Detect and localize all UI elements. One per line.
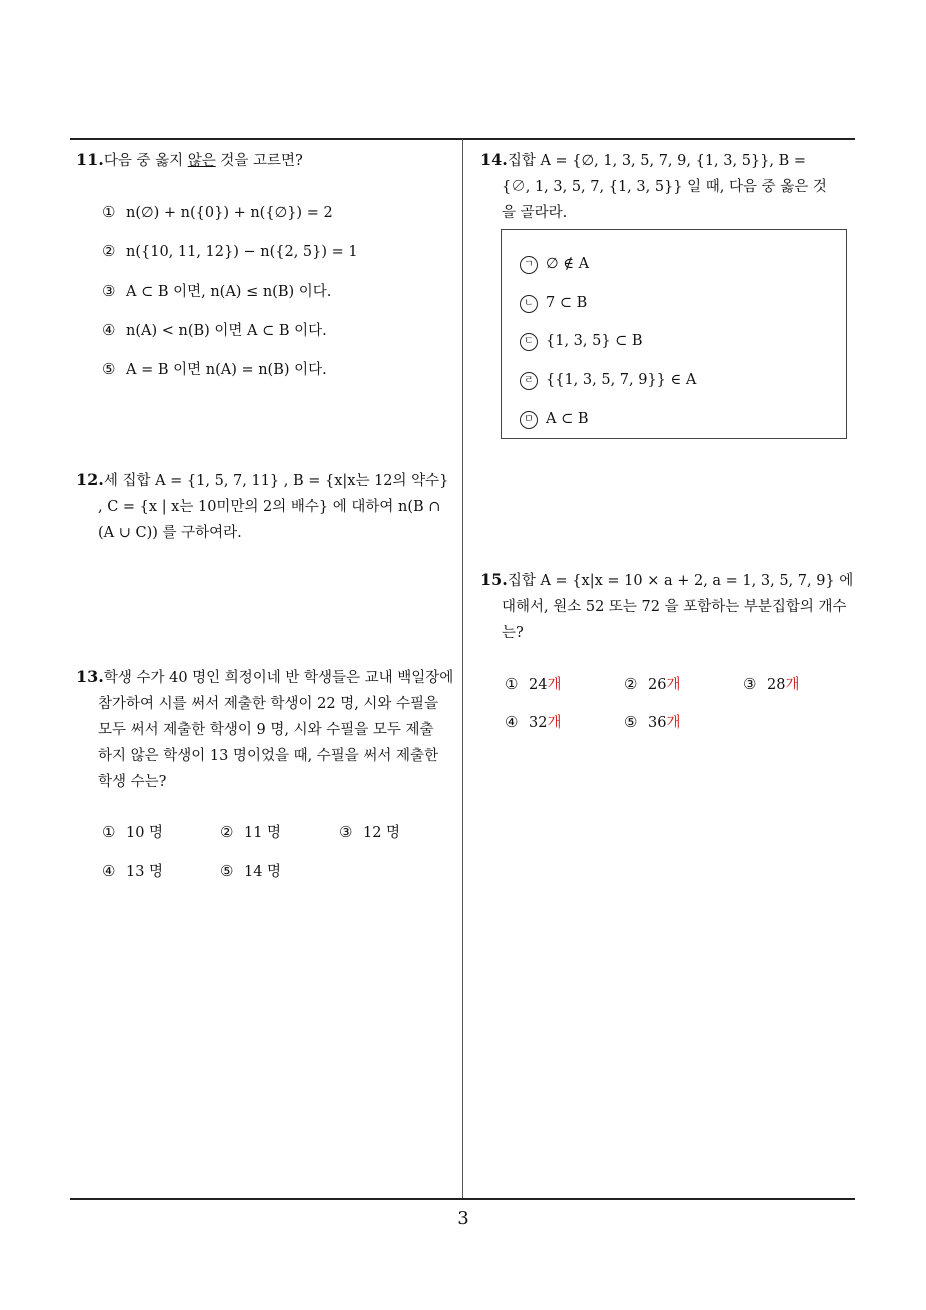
choice-text: 12 명 <box>363 825 401 841</box>
statement-text: 7 ⊂ B <box>546 295 588 311</box>
statement-mark: ㄴ <box>520 295 538 313</box>
choice-mark: ② <box>102 242 116 260</box>
choice-mark: ② <box>624 675 638 693</box>
choice-mark: ① <box>102 823 116 841</box>
choice-value: 32 <box>529 715 548 731</box>
statement-item <box>520 372 696 390</box>
choice-mark: ③ <box>339 823 353 841</box>
choice-text: A = B 이면 n(A) = n(B) 이다. <box>126 362 327 378</box>
choice-unit: 개 <box>666 715 681 731</box>
prompt-text: 다음 중 옳지 <box>103 153 188 169</box>
question-number: 13. <box>76 667 104 686</box>
statement-box <box>501 229 847 439</box>
statement-item <box>520 333 643 351</box>
choice[interactable] <box>624 673 680 694</box>
choice[interactable] <box>102 358 327 379</box>
statement-text: ∅ ∉ A <box>546 256 590 272</box>
choice-text: 13 명 <box>126 864 164 880</box>
question-text-line: (A ∪ C)) 를 구하여라. <box>98 525 242 541</box>
bottom-rule <box>70 1198 855 1200</box>
choice-mark: ③ <box>102 282 116 300</box>
statement-item <box>520 411 589 429</box>
choice-mark: ④ <box>102 321 116 339</box>
question-number: 15. <box>480 570 508 589</box>
question-text-line: 는? <box>502 625 524 641</box>
choice-mark: ⑤ <box>102 360 116 378</box>
question-text-line: 하지 않은 학생이 13 명이었을 때, 수필을 써서 제출한 <box>98 748 439 764</box>
statement-mark: ㄱ <box>520 256 538 274</box>
choice-text: 11 명 <box>244 825 282 841</box>
choice-mark: ③ <box>743 675 757 693</box>
question-number: 12. <box>76 470 104 489</box>
choice-text: 10 명 <box>126 825 164 841</box>
question-text-line: 집합 A = {x|x = 10 × a + 2, a = 1, 3, 5, 7, 9} 에 <box>507 573 854 589</box>
question-number: 14. <box>480 150 508 169</box>
choice-value: 26 <box>648 677 667 693</box>
question-text-line: 모두 써서 제출한 학생이 9 명, 시와 수필을 모두 제출 <box>98 722 434 738</box>
choice-mark: ⑤ <box>220 862 234 880</box>
choice-text: n({10, 11, 12}) − n({2, 5}) = 1 <box>126 244 358 260</box>
choice-mark: ⑤ <box>624 713 638 731</box>
question-text-line: 학생 수가 40 명인 희정이네 반 학생들은 교내 백일장에 <box>103 670 454 686</box>
choice-unit: 개 <box>547 715 562 731</box>
question-text-line: 참가하여 시를 써서 제출한 학생이 22 명, 시와 수필을 <box>98 696 439 712</box>
statement-text: A ⊂ B <box>546 411 589 427</box>
choice-mark: ④ <box>505 713 519 731</box>
choice[interactable] <box>339 821 400 842</box>
statement-text: {1, 3, 5} ⊂ B <box>546 333 643 349</box>
choice-text: n(A) < n(B) 이면 A ⊂ B 이다. <box>126 323 327 339</box>
page-number: 3 <box>457 1208 469 1229</box>
choice-unit: 개 <box>785 677 800 693</box>
statement-item <box>520 295 587 313</box>
question-text-line: 을 골라라. <box>502 205 568 221</box>
choice[interactable] <box>505 673 561 694</box>
statement-mark: ㄹ <box>520 372 538 390</box>
choice-mark: ① <box>102 203 116 221</box>
question-text-line: 대해서, 원소 52 또는 72 을 포함하는 부분집합의 개수 <box>502 599 847 615</box>
statement-item <box>520 256 589 274</box>
question-number: 11. <box>76 150 104 169</box>
question-text-line: 집합 A = {∅, 1, 3, 5, 7, 9, {1, 3, 5}}, B = <box>507 153 807 169</box>
prompt-text: 것을 고르면? <box>215 153 303 169</box>
prompt-underlined: 않은 <box>187 153 216 169</box>
choice-text: 14 명 <box>244 864 282 880</box>
choice-unit: 개 <box>547 677 562 693</box>
choice-unit: 개 <box>666 677 681 693</box>
column-divider <box>462 139 463 1199</box>
question-text-line: 학생 수는? <box>98 774 167 790</box>
question-12 <box>76 467 456 546</box>
choice[interactable] <box>102 242 358 260</box>
choice[interactable] <box>102 280 331 301</box>
question-text-line: {∅, 1, 3, 5, 7, {1, 3, 5}} 일 때, 다음 중 옳은 것 <box>502 179 827 195</box>
choice[interactable] <box>220 860 281 881</box>
choice-mark: ④ <box>102 862 116 880</box>
choice[interactable] <box>102 319 327 340</box>
choice-mark: ① <box>505 675 519 693</box>
choice-value: 28 <box>767 677 786 693</box>
choice[interactable] <box>624 711 680 732</box>
choice-mark: ② <box>220 823 234 841</box>
choice[interactable] <box>220 821 281 842</box>
question-13 <box>76 664 456 795</box>
choice-value: 36 <box>648 715 667 731</box>
choice-text: n(∅) + n({0}) + n({∅}) = 2 <box>126 205 333 221</box>
choice[interactable] <box>102 821 163 842</box>
choice[interactable] <box>505 711 561 732</box>
question-15 <box>480 567 860 646</box>
statement-text: {{1, 3, 5, 7, 9}} ∈ A <box>546 372 697 388</box>
question-14 <box>480 147 860 226</box>
choice[interactable] <box>102 860 163 881</box>
choice[interactable] <box>102 203 333 221</box>
statement-mark: ㄷ <box>520 333 538 351</box>
statement-mark: ㅁ <box>520 411 538 429</box>
question-11-prompt <box>76 147 303 174</box>
choice-text: A ⊂ B 이면, n(A) ≤ n(B) 이다. <box>126 284 332 300</box>
question-text-line: 세 집합 A = {1, 5, 7, 11} , B = {x|x는 12의 약수} <box>103 473 449 489</box>
choice[interactable] <box>743 673 799 694</box>
question-text-line: , C = {x | x는 10미만의 2의 배수} 에 대하여 n(B ∩ <box>98 499 441 515</box>
choice-value: 24 <box>529 677 548 693</box>
